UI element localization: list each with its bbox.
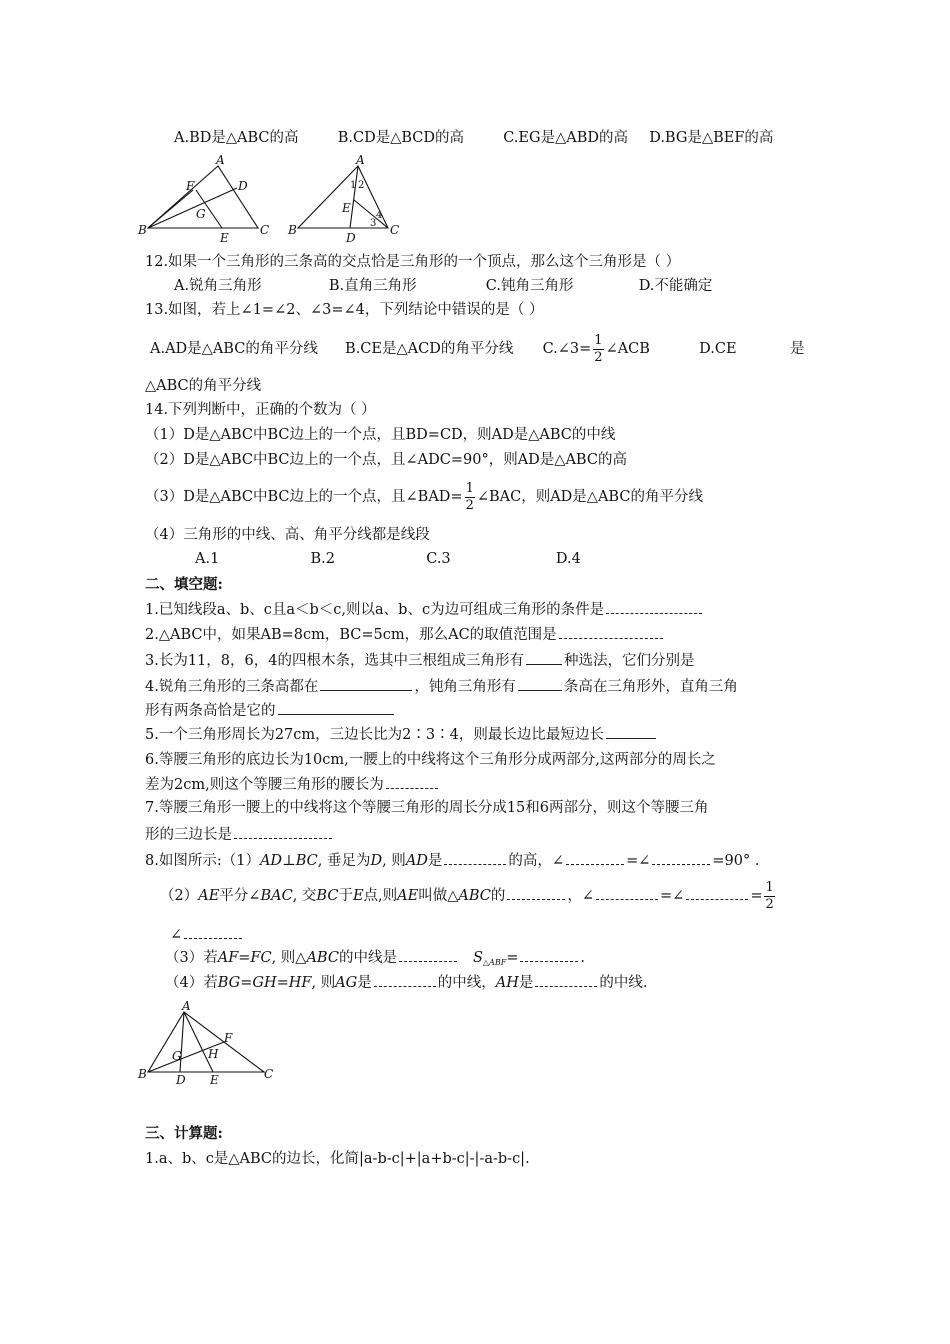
q14-statement-3: [145, 480, 703, 514]
fill-8-part-1: [145, 850, 759, 871]
f8d-cond: BG=GH=HF: [217, 975, 312, 991]
f8-then: , 则: [382, 853, 406, 869]
f8c-median: 的中线是: [338, 950, 397, 966]
fill-4: [145, 676, 738, 697]
figure-triangle-3: [138, 999, 280, 1094]
fig3-label-c: C: [264, 1067, 274, 1081]
f8c-sub: △ABF: [482, 958, 507, 967]
f8b-blank-4[interactable]: [184, 924, 242, 939]
f8b-pre: （2）: [160, 888, 199, 904]
q14-frac-den: 2: [465, 497, 474, 513]
fill-1-text: 1.已知线段a、b、c且a＜b＜c,则以a、b、c为边可组成三角形的条件是: [145, 602, 605, 618]
f8c-mid: , 则△: [271, 950, 307, 966]
q11-option-c: C.EG是△ABD的高: [503, 130, 628, 146]
fill-1: [145, 599, 704, 620]
f8b-e: E: [352, 888, 364, 904]
f8d-pre: （4）若: [165, 975, 218, 991]
q11-option-a: A.BD是△ABC的高: [174, 130, 299, 146]
fig1-label-e: E: [220, 231, 229, 245]
fig3-label-f: F: [224, 1031, 233, 1045]
f8b-bis: 平分∠: [219, 888, 261, 904]
f8b-called: 叫做△: [418, 888, 459, 904]
fig2-label-d: D: [346, 231, 356, 245]
fig3-label-h: H: [208, 1047, 219, 1061]
fig1-label-c: C: [260, 223, 270, 237]
fill-4-cont-text: 形有两条高恰是它的: [145, 703, 276, 719]
f8b-cross: , 交: [292, 888, 317, 904]
fig1-label-b: B: [138, 223, 147, 237]
fill-8-part-3: [165, 947, 585, 973]
fig1-line-bf: [148, 190, 193, 228]
fig2-label-2: 2: [358, 180, 365, 191]
q13-frac-den: 2: [594, 349, 603, 365]
f8b-bc: BC: [316, 888, 339, 904]
q14-s3-post: ∠BAC，则AD是△ABC的角平分线: [476, 489, 703, 505]
fill-7-blank[interactable]: [234, 824, 332, 839]
f8d-blank-1[interactable]: [374, 972, 436, 987]
fill-2-text: 2.△ABC中，如果AB=8cm，BC=5cm，那么AC的取值范围是: [145, 627, 557, 643]
f8b-blank-2[interactable]: [596, 885, 658, 900]
fig2-label-e: E: [342, 201, 351, 215]
fig2-label-3: 3: [370, 218, 377, 229]
fill-7: 7.等腰三角形一腰上的中线将这个等腰三角形的周长分成15和6两部分，则这个等腰三角: [145, 800, 709, 816]
f8b-of: 的: [490, 888, 506, 904]
fill-4-blank-3[interactable]: [278, 700, 394, 715]
f8-bc: BC: [295, 853, 318, 869]
fig3-line-ad: [180, 1012, 184, 1072]
q13-option-d-tail: 是: [790, 341, 805, 357]
f8d-ah: AH: [495, 975, 519, 991]
fill-3: [145, 650, 694, 671]
q14-option-a: A.1: [195, 551, 220, 567]
q12-option-c: C.钝角三角形: [485, 278, 574, 294]
f8-blank-3[interactable]: [652, 850, 710, 865]
q14-frac-num: 1: [465, 480, 474, 496]
q14-statement-4: （4）三角形的中线、高、角平分线都是线段: [145, 527, 430, 543]
section-2-title: 二、填空题:: [145, 576, 223, 593]
q14-s3-pre: （3）D是△ABC中BC边上的一个点，且∠BAD=: [145, 489, 463, 505]
f8b-ae: AE: [198, 888, 220, 904]
fill-6: 6.等腰三角形的底边长为10cm,一腰上的中线将这个三角形分成两部分,这两部分的周长之: [145, 752, 716, 768]
f8d-then: , 则: [311, 975, 336, 991]
f8c-pre: （3）若: [165, 950, 218, 966]
f8c-blank-2[interactable]: [520, 947, 578, 962]
fill-6-cont-text: 差为2cm,则这个等腰三角形的腰长为: [145, 777, 384, 793]
f8c-end: .: [580, 950, 586, 966]
q13-fraction: [593, 333, 603, 366]
fig2-label-1: 1: [350, 180, 357, 191]
section-3-title: 三、计算题:: [145, 1125, 223, 1142]
q13-option-a: A.AD是△ABC的角平分线: [150, 341, 318, 357]
fill-1-blank[interactable]: [606, 599, 702, 614]
q14-stem: 14.下列判断中，正确的个数为（ ）: [145, 402, 376, 418]
fig3-label-e: E: [210, 1073, 219, 1087]
fig2-label-c: C: [390, 223, 400, 237]
f8-is: 是: [427, 853, 443, 869]
fig3-line-ae: [184, 1012, 213, 1072]
fig2-label-b: B: [288, 223, 297, 237]
fill-4-blank-1[interactable]: [320, 676, 412, 691]
f8b-eq: =∠: [660, 888, 685, 904]
fill-5-blank[interactable]: [606, 724, 656, 739]
fill-7-cont: [145, 824, 334, 845]
q14-option-d: D.4: [555, 551, 581, 567]
q12-option-d: D.不能确定: [638, 278, 713, 294]
q13-option-d: D.CE: [699, 341, 737, 357]
f8-eq: =∠: [626, 853, 651, 869]
f8d-is2: 是: [518, 975, 534, 991]
f8d-ag: AG: [335, 975, 358, 991]
fill-4-cont: [145, 700, 396, 721]
f8b-ae2: AE: [397, 888, 419, 904]
f8b-blank-1[interactable]: [507, 885, 565, 900]
f8-d: D: [370, 853, 383, 869]
fill-2: [145, 624, 665, 645]
fig3-label-g: G: [172, 1049, 182, 1063]
figure-triangle-1: [138, 153, 280, 245]
f8-mid: , 垂足为: [317, 853, 371, 869]
f8-blank-1[interactable]: [444, 850, 506, 865]
fig2-line-ad: [350, 166, 358, 228]
fill-3-blank[interactable]: [526, 650, 562, 665]
f8b-frac-num: 1: [765, 879, 774, 895]
fig3-label-d: D: [176, 1073, 186, 1087]
f8c-blank-1[interactable]: [399, 947, 457, 962]
fill-6-blank[interactable]: [386, 774, 438, 789]
fig3-label-b: B: [138, 1067, 147, 1081]
f8d-is: 是: [357, 975, 372, 991]
q13-options: [150, 332, 737, 366]
fig1-line-bd: [148, 188, 237, 228]
fill-8-part-4: [165, 972, 648, 993]
fill-8-part-2-cont: [170, 924, 244, 945]
fig1-label-a: A: [216, 153, 225, 167]
f8b-cont: ∠: [170, 927, 183, 943]
fill-4-text-post: 条高在三角形外，直角三角: [563, 679, 738, 695]
fill-5-text: 5.一个三角形周长为27cm，三边长比为2∶3∶4，则最长边比最短边长: [145, 727, 604, 743]
q13-option-c-pre: C.∠3=: [542, 341, 592, 357]
q14-statement-2: （2）D是△ABC中BC边上的一个点，且∠ADC=90°，则AD是△ABC的高: [145, 452, 627, 468]
fig2-label-4: 4: [376, 210, 383, 221]
q14-fraction: [465, 481, 475, 514]
fill-2-blank[interactable]: [559, 624, 663, 639]
fig2-label-a: A: [356, 153, 365, 167]
f8b-pt: 点,则: [363, 888, 398, 904]
f8d-median2: 的中线.: [599, 975, 648, 991]
q14-statement-1: （1）D是△ABC中BC边上的一个点，且BD=CD，则AD是△ABC的中线: [145, 427, 616, 443]
fill-5: [145, 724, 658, 745]
f8c-eq: =: [506, 950, 519, 966]
f8d-median: 的中线，: [437, 975, 496, 991]
f8-90: =90° .: [712, 853, 760, 869]
fig1-label-f: F: [186, 179, 195, 193]
q11-option-d: D.BG是△BEF的高: [649, 130, 774, 146]
q13-option-d-cont: △ABC的角平分线: [145, 378, 262, 394]
q14-option-b: B.2: [310, 551, 336, 567]
q11-options: [174, 128, 773, 148]
f8b-angle: ，∠: [567, 888, 595, 904]
q13-option-b: B.CE是△ACD的角平分线: [345, 341, 514, 357]
f8b-eq2: =: [750, 888, 763, 904]
f8b-frac-den: 2: [765, 896, 774, 912]
f8b-abc: ABC: [458, 888, 491, 904]
fig3-triangle-abc: [148, 1012, 264, 1072]
f8-ad: AD: [259, 853, 283, 869]
fig1-label-d: D: [238, 179, 248, 193]
fig3-label-a: A: [182, 999, 191, 1013]
f8b-blank-3[interactable]: [686, 885, 748, 900]
fill-4-text-pre: 4.锐角三角形的三条高都在: [145, 679, 319, 695]
f8-ad2: AD: [405, 853, 428, 869]
q12-stem: 12.如果一个三角形的三条高的交点恰是三角形的一个顶点，那么这个三角形是（ ）: [145, 254, 681, 270]
f8c-s: S: [472, 950, 483, 966]
figure-triangle-2: [288, 153, 410, 245]
q11-option-b: B.CD是△BCD的高: [337, 130, 465, 146]
f8c-abc: ABC: [306, 950, 339, 966]
q13-option-c-post: ∠ACB: [605, 341, 650, 357]
f8c-af: AF=FC: [217, 950, 272, 966]
fill-4-blank-2[interactable]: [518, 676, 562, 691]
f8-perp: ⊥: [282, 853, 296, 869]
fill-8-part-2: [160, 876, 777, 916]
fill-7-cont-text: 形的三边长是: [145, 827, 232, 843]
calc-1: 1.a、b、c是△ABC的边长，化简|a-b-c|+|a+b-c|-|-a-b-c|.: [145, 1151, 530, 1167]
q12-options: [174, 276, 712, 296]
fill-3-text-post: 种选法，它们分别是: [563, 653, 695, 669]
q14-option-c: C.3: [426, 551, 451, 567]
q14-options: [195, 549, 581, 569]
f8b-bac: BAC: [260, 888, 293, 904]
f8b-fraction: [764, 880, 774, 913]
q13-frac-num: 1: [594, 332, 603, 348]
fill-6-cont: [145, 774, 440, 795]
fill-4-text-mid: ，钝角三角形有: [414, 679, 516, 695]
f8-blank-2[interactable]: [566, 850, 624, 865]
q12-option-a: A.锐角三角形: [174, 278, 262, 294]
f8b-at: 于: [338, 888, 353, 904]
f8-height: 的高，∠: [508, 853, 565, 869]
fig1-label-g: G: [196, 207, 206, 221]
f8d-blank-2[interactable]: [535, 972, 597, 987]
q12-option-b: B.直角三角形: [328, 278, 417, 294]
fill-3-text-pre: 3.长为11，8，6，4的四根木条，选其中三根组成三角形有: [145, 653, 524, 669]
q13-stem: 13.如图，若上∠1=∠2、∠3=∠4，下列结论中错误的是（ ）: [145, 302, 544, 318]
f8-pre: 8.如图所示:（1）: [145, 853, 260, 869]
